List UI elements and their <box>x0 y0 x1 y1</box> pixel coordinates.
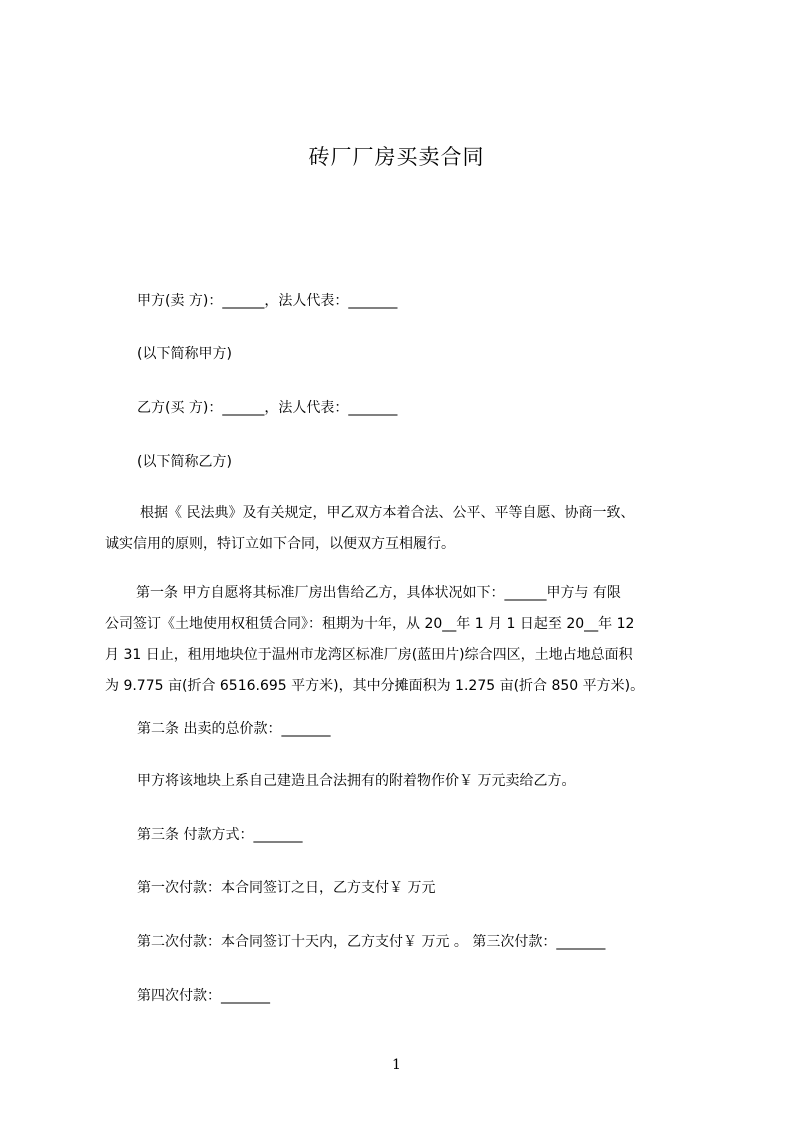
party-b-note: (以下简称乙方) <box>137 454 232 470</box>
article-3-heading: 第三条 付款方式：_______ <box>137 827 303 843</box>
preamble-line: 根据《 民法典》及有关规定，甲乙双方本着合法、公平、平等自愿、协商一致、 <box>140 505 635 521</box>
article-1-line: 公司签订《土地使用权租赁合同》：租期为十年，从 20__年 1 月 1 日起至 20__年 12 <box>105 616 635 632</box>
contract-title: 砖厂厂房买卖合同 <box>308 145 485 169</box>
preamble-line: 诚实信用的原则，特订立如下合同，以便双方互相履行。 <box>105 536 455 552</box>
preamble-paragraph <box>105 498 634 560</box>
article-1-line: 月 31 日止，租用地块位于温州市龙湾区标准厂房(蓝田片)综合四区，土地占地总面积 <box>105 647 633 663</box>
article-2-detail: 甲方将该地块上系自己建造且合法拥有的附着物作价￥ 万元卖给乙方。 <box>137 773 576 789</box>
party-a-line: 甲方(卖 方)：______，法人代表：_______ <box>137 293 398 309</box>
payment-2-line: 第二次付款：本合同签订十天内，乙方支付￥ 万元 。 第三次付款：_______ <box>137 934 606 950</box>
article-1-paragraph <box>105 578 709 702</box>
payment-1-line: 第一次付款：本合同签订之日，乙方支付￥ 万元 <box>137 880 436 896</box>
article-1-line: 为 9.775 亩(折合 6516.695 平方米)，其中分摊面积为 1.275 亩(折合 850 平方米)。 <box>105 678 645 694</box>
payment-4-line: 第四次付款：_______ <box>137 988 270 1004</box>
article-2-heading: 第二条 出卖的总价款：_______ <box>137 721 331 737</box>
party-a-note: (以下简称甲方) <box>137 346 232 362</box>
article-1-line: 第一条 甲方自愿将其标准厂房出售给乙方，具体状况如下：______甲方与 有限 <box>136 585 621 601</box>
page-number: 1 <box>392 1057 401 1073</box>
party-b-line: 乙方(买 方)：______，法人代表：_______ <box>137 400 398 416</box>
